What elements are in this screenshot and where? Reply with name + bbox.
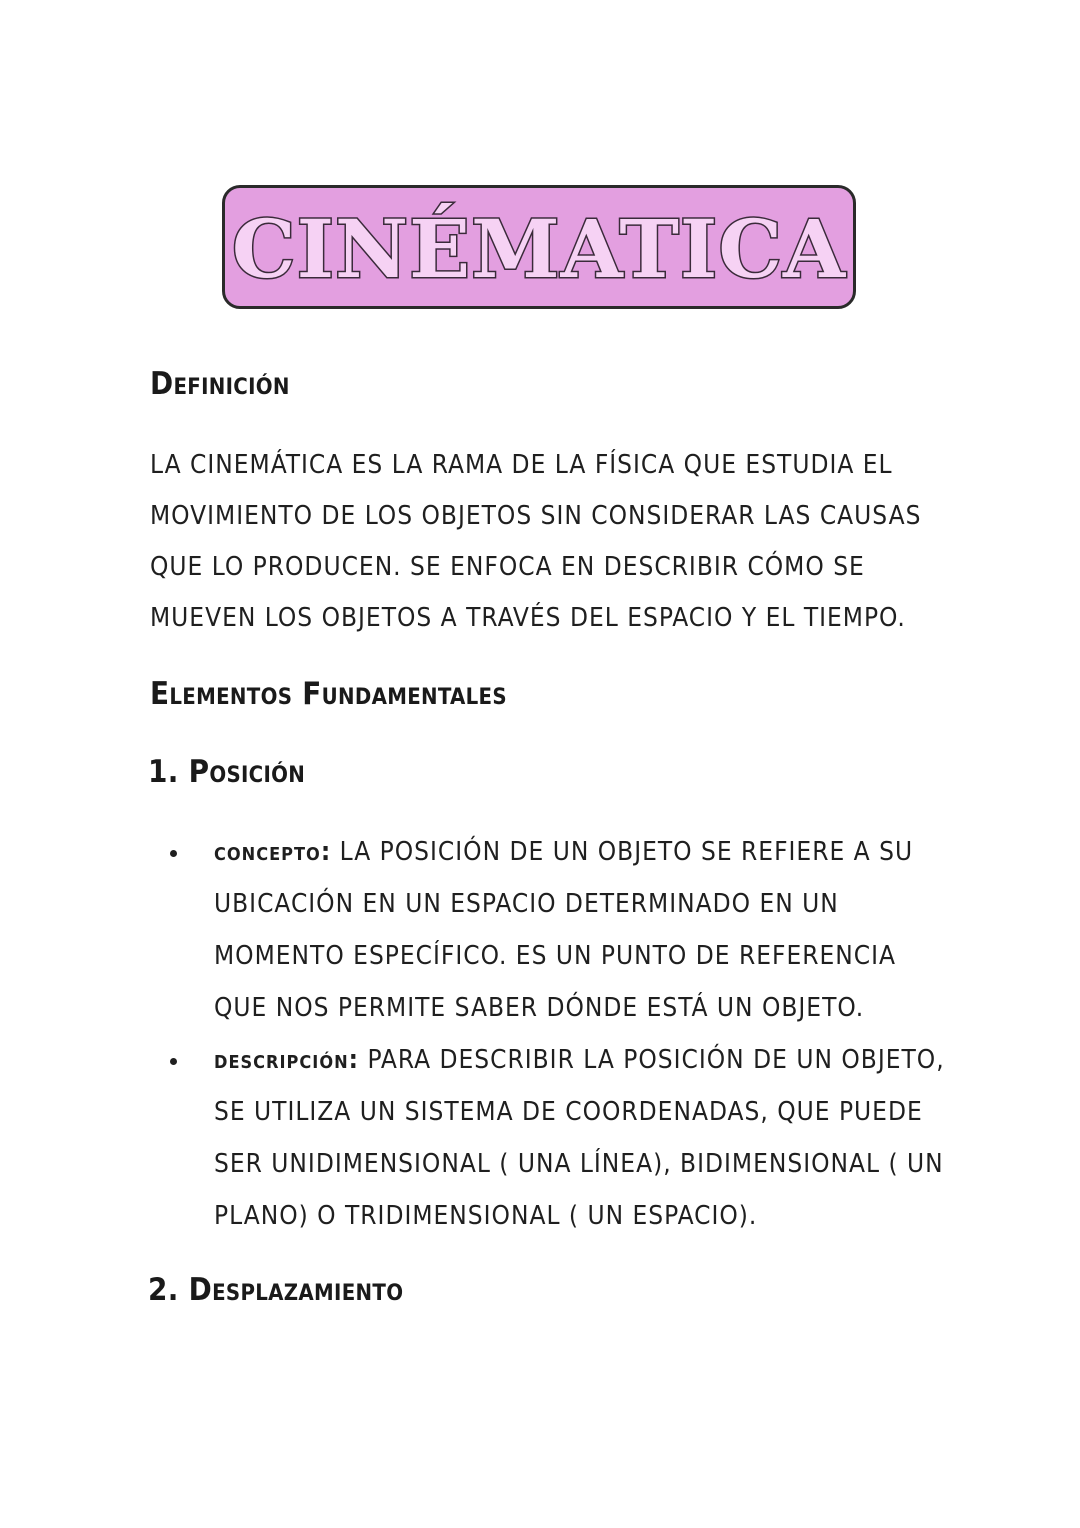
section-heading-position: 1. Posición — [148, 754, 306, 790]
bullet-dot-icon — [170, 850, 177, 857]
bullet-text: PARA DESCRIBIR LA POSICIÓN DE UN OBJETO, SE UTILIZA UN SISTEMA DE COORDENADAS, QUE PUEDE SER UNIDIMENSIONAL ( UNA LÍNEA), BIDIMENSIONAL ( UN PLANO) O TRIDIMENSIONAL ( UN ESPACIO). — [214, 1045, 945, 1231]
definition-heading: Definición — [150, 366, 290, 402]
bullet-concept — [150, 826, 950, 1034]
definition-paragraph: LA CINEMÁTICA ES LA RAMA DE LA FÍSICA QUE ESTUDIA EL MOVIMIENTO DE LOS OBJETOS SIN CONSIDERAR LAS CAUSAS QUE LO PRODUCEN. SE ENFOCA EN DESCRIBIR CÓMO SE MUEVEN LOS OBJETOS A TRAVÉS DEL ESPACIO Y EL TIEMPO. — [150, 450, 922, 633]
bullet-term: descripción: — [214, 1045, 359, 1075]
page-title: CINÉMATICA — [231, 202, 847, 296]
section-heading-displacement: 2. Desplazamiento — [148, 1272, 404, 1308]
elements-heading: Elementos Fundamentales — [150, 676, 507, 712]
bullet-text: LA POSICIÓN DE UN OBJETO SE REFIERE A SU UBICACIÓN EN UN ESPACIO DETERMINADO EN UN MOMENTO ESPECÍFICO. ES UN PUNTO DE REFERENCIA QUE NOS PERMITE SABER DÓNDE ESTÁ UN OBJETO. — [214, 837, 914, 1023]
position-bullet-list — [150, 826, 950, 1242]
bullet-dot-icon — [170, 1058, 177, 1065]
bullet-description — [150, 1034, 950, 1242]
bullet-term: concepto: — [214, 837, 332, 867]
title-banner — [222, 185, 856, 309]
